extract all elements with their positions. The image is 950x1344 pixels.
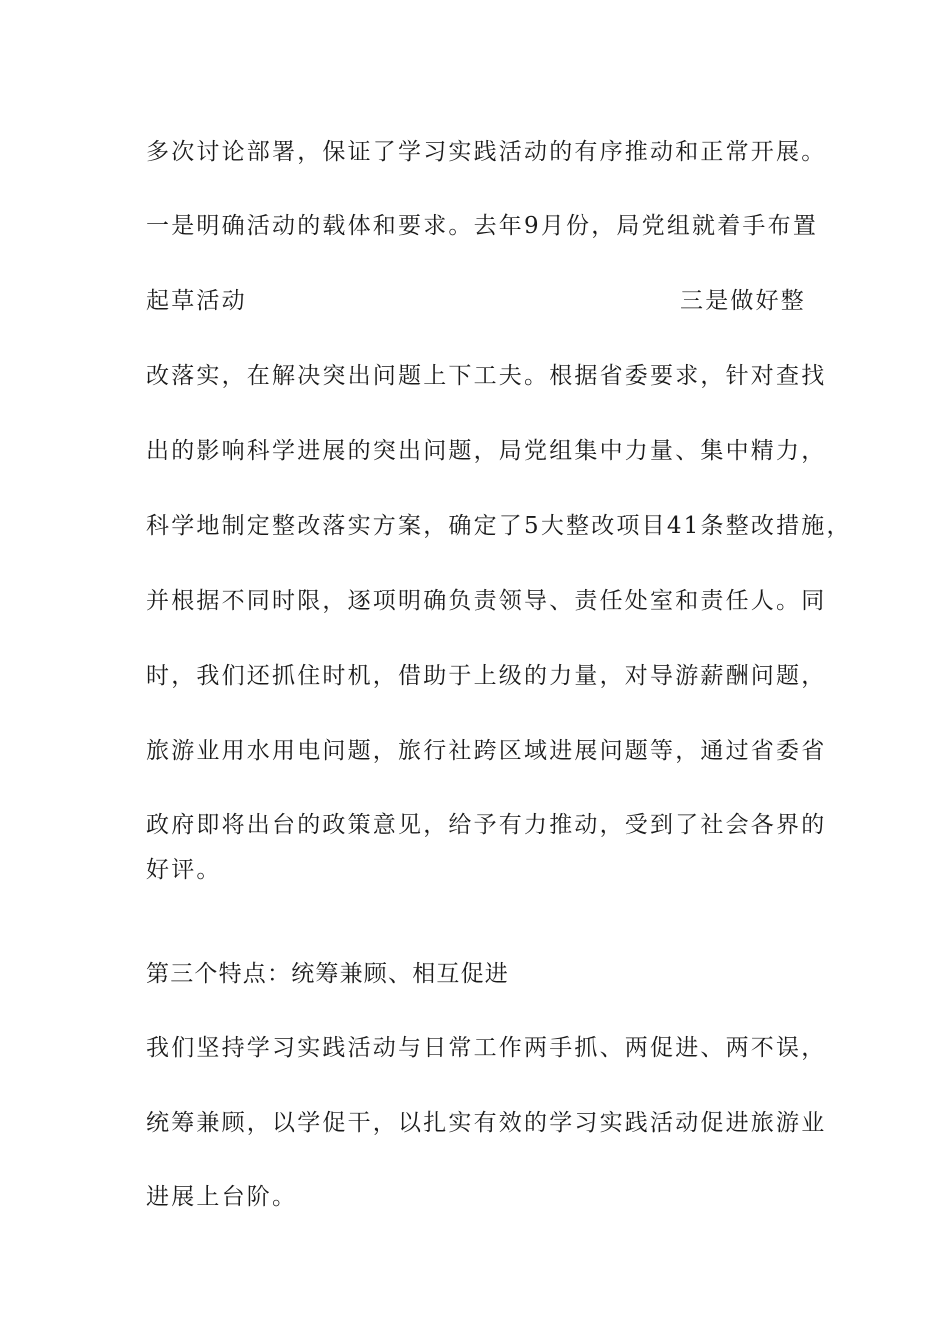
split-text-line xyxy=(146,286,806,316)
text-line: 政府即将出台的政策意见，给予有力推动，受到了社会各界的 xyxy=(146,812,827,838)
text-line: 并根据不同时限，逐项明确负责领导、责任处室和责任人。同 xyxy=(146,588,827,614)
text-line: 多次讨论部署，保证了学习实践活动的有序推动和正常开展。 xyxy=(146,139,827,165)
split-line-right-text: 三是做好整 xyxy=(680,288,806,314)
text-line: 一是明确活动的载体和要求。去年9月份，局党组就着手布置 xyxy=(146,213,819,239)
split-line-left-text: 起草活动 xyxy=(146,288,247,314)
text-line: 旅游业用水用电问题，旅行社跨区域进展问题等，通过省委省 xyxy=(146,738,827,764)
text-line: 科学地制定整改落实方案，确定了5大整改项目41条整改措施， xyxy=(146,513,852,539)
text-line: 统筹兼顾，以学促干，以扎实有效的学习实践活动促进旅游业 xyxy=(146,1110,827,1136)
text-line: 我们坚持学习实践活动与日常工作两手抓、两促进、两不误， xyxy=(146,1035,827,1061)
section-heading: 第三个特点：统筹兼顾、相互促进 xyxy=(146,961,509,987)
text-line: 好评。 xyxy=(146,857,222,883)
text-line: 进展上台阶。 xyxy=(146,1184,298,1210)
text-line: 改落实，在解决突出问题上下工夫。根据省委要求，针对查找 xyxy=(146,363,827,389)
text-line: 出的影响科学进展的突出问题，局党组集中力量、集中精力， xyxy=(146,438,827,464)
text-line: 时，我们还抓住时机，借助于上级的力量，对导游薪酬问题， xyxy=(146,663,827,689)
